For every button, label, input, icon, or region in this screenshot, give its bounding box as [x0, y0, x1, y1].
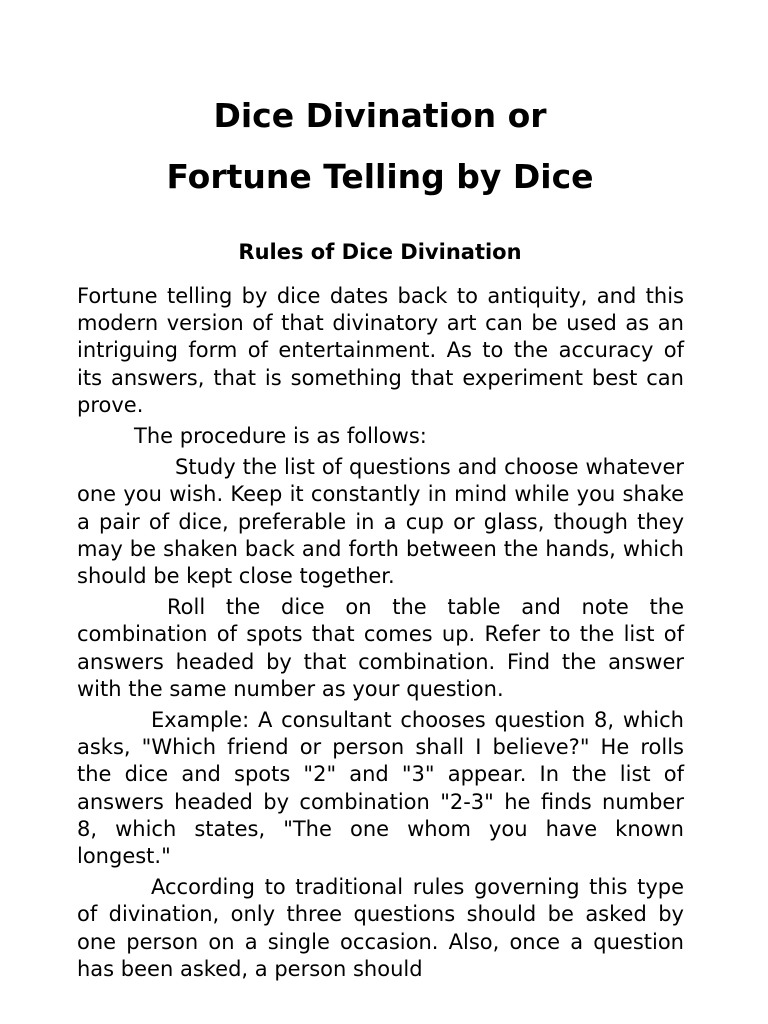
- document-title-line-1: Dice Divination or: [213, 96, 547, 135]
- paragraph-intro: Fortune telling by dice dates back to antiquity, and this modern version of that divinatory art can be used as an intriguing form of entertainment. As to the accuracy of its answers, that is something that experiment best can prove.: [77, 284, 684, 417]
- paragraph-example: Example: A consultant chooses question 8, which asks, "Which friend or person shall I believe?" He rolls the dice and spots "2" and "3" appear. In the list of answers headed by combination "2-3" he finds number 8, which states, "The one whom you have known longest.": [77, 708, 684, 869]
- paragraph-rules: According to traditional rules governing this type of divination, only three questions should be asked by one person on a single occasion. Also, once a question has been asked, a person should: [77, 875, 684, 981]
- document-title-line-2: Fortune Telling by Dice: [166, 157, 594, 196]
- section-heading: Rules of Dice Divination: [238, 240, 522, 264]
- paragraph-roll: Roll the dice on the table and note the combination of spots that comes up. Refer to the list of answers headed by that combination. Find the answer with the same number as your question.: [77, 595, 684, 701]
- document-body: [77, 283, 684, 987]
- paragraph-procedure: The procedure is as follows:: [134, 424, 427, 449]
- paragraph-study: Study the list of questions and choose whatever one you wish. Keep it constantly in mind while you shake a pair of dice, preferable in a cup or glass, though they may be shaken back and forth between the hands, which should be kept close together.: [77, 455, 684, 589]
